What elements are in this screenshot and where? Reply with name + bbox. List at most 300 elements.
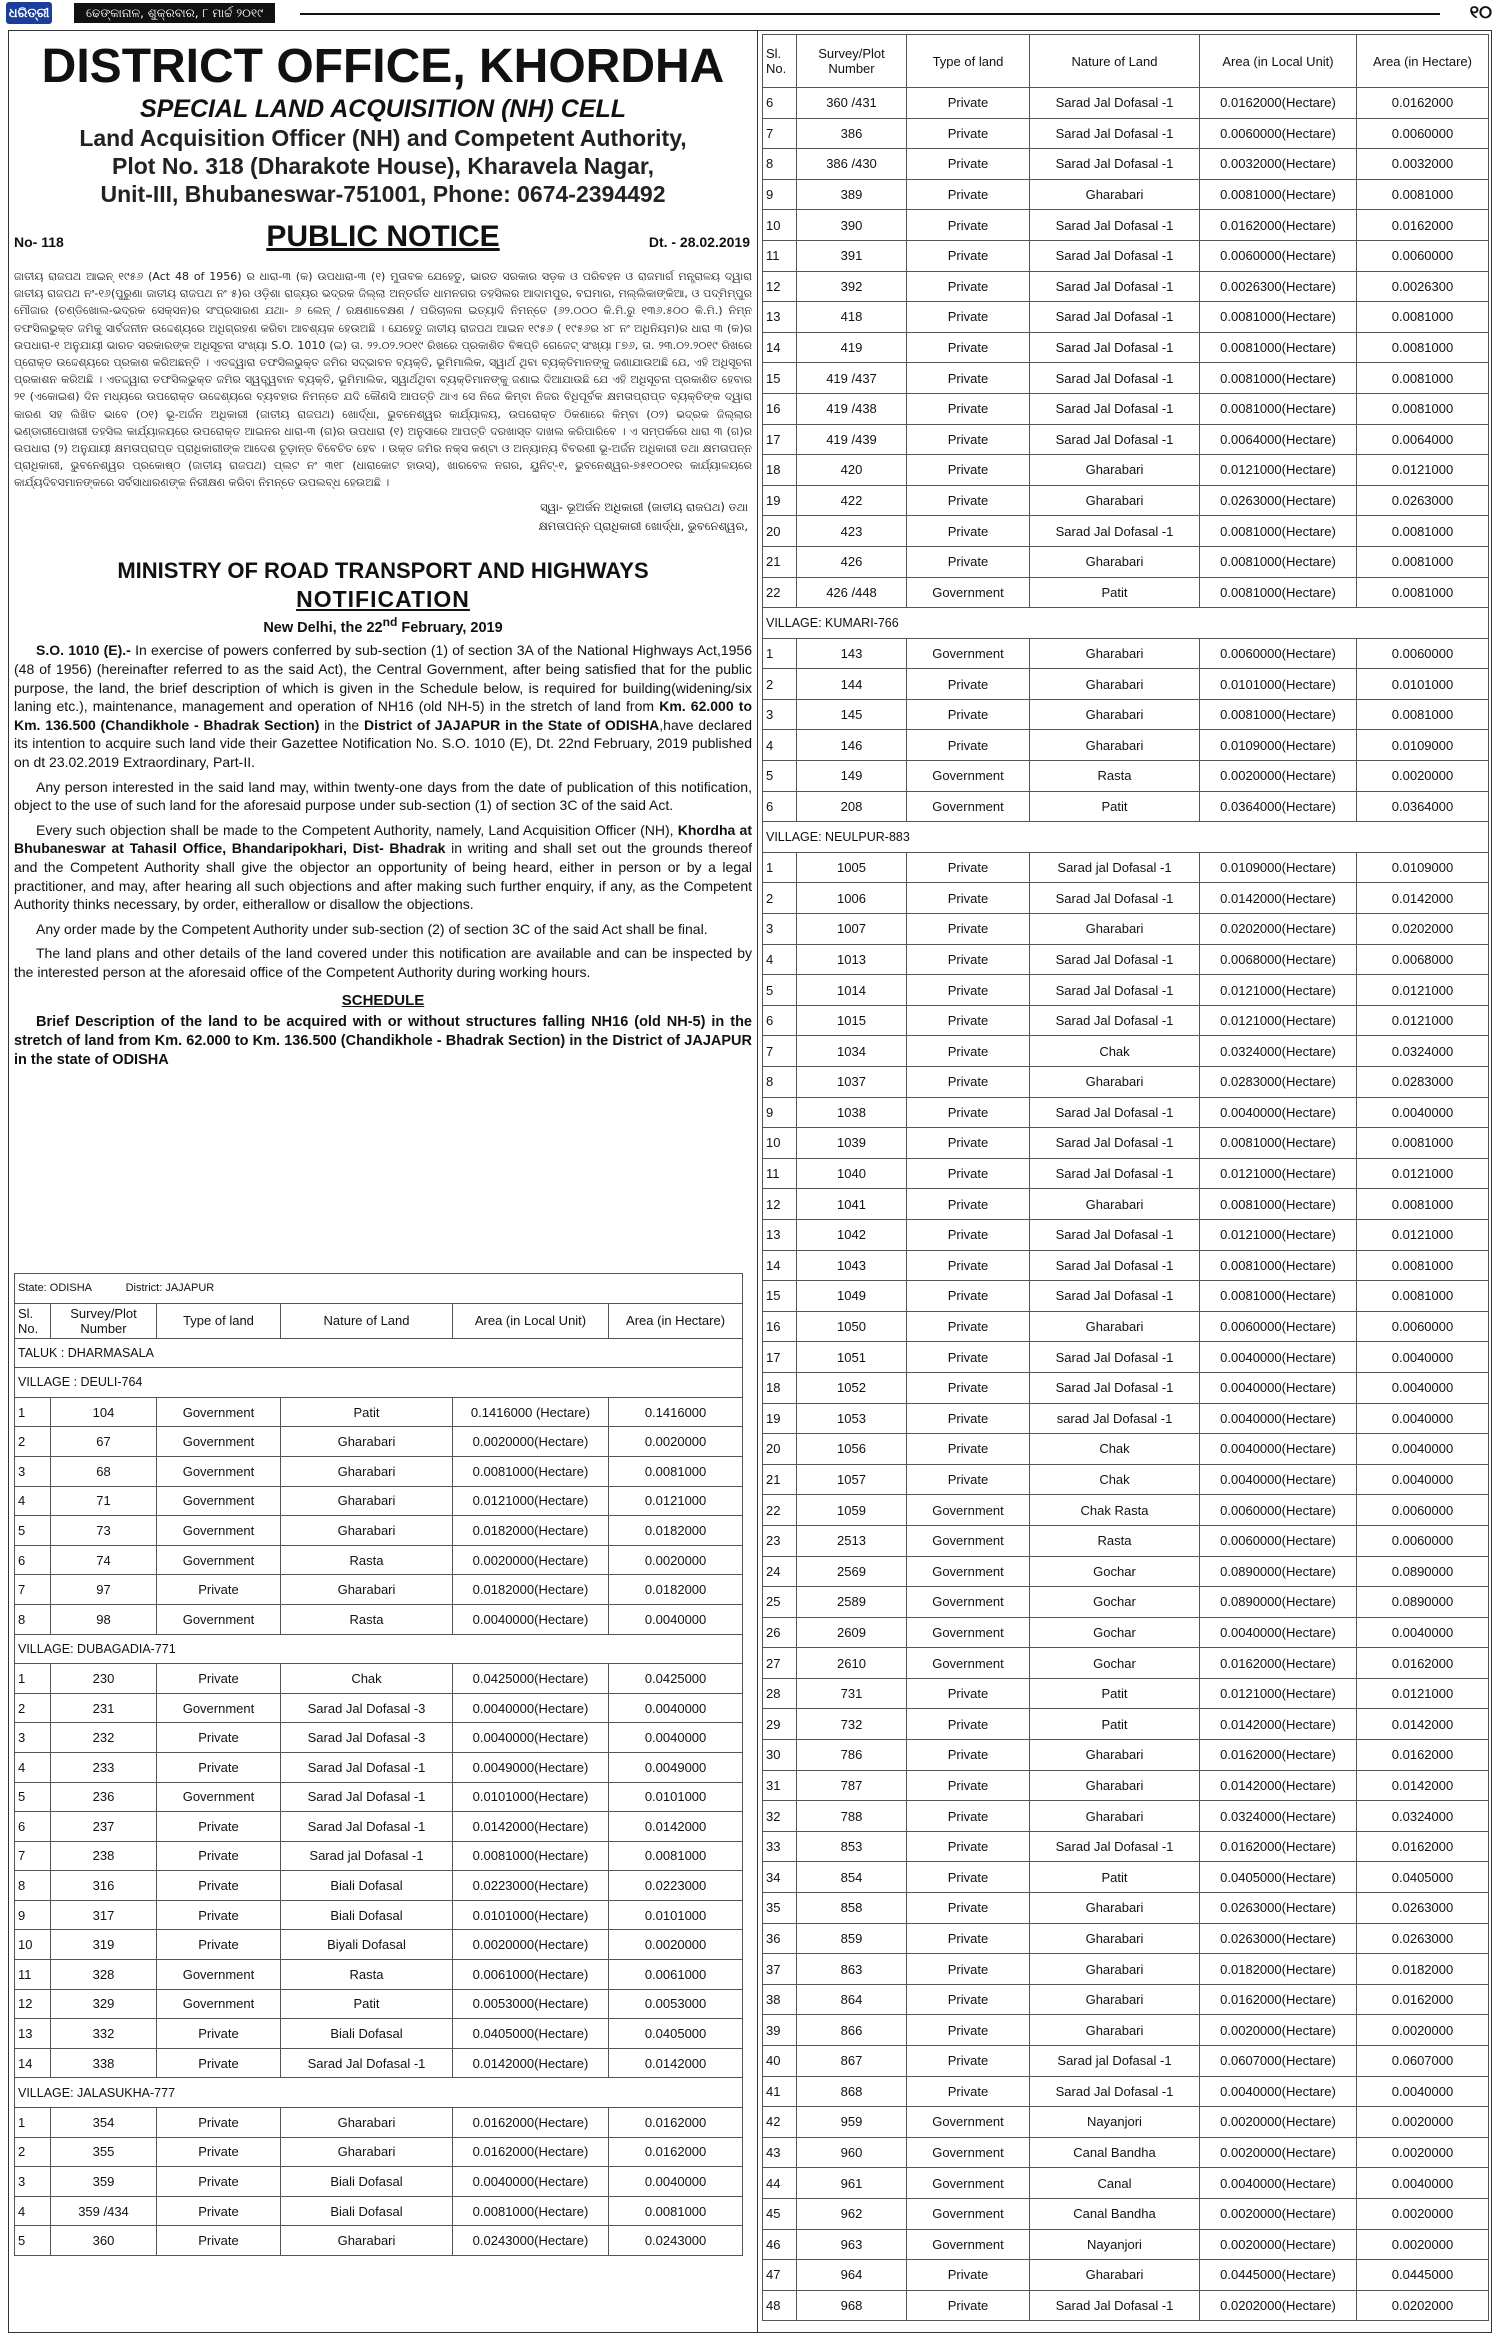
cell-survey: 231 — [51, 1693, 157, 1723]
cell-type: Private — [907, 1770, 1030, 1801]
cell-nature: Gharabari — [281, 2226, 453, 2256]
cell-area-hectare: 0.0121000 — [1357, 1219, 1489, 1250]
table-row — [15, 1960, 743, 1990]
cell-area-hectare: 0.0162000 — [609, 2108, 743, 2138]
cell-area-hectare: 0.0040000 — [1357, 2168, 1489, 2199]
cell-area-hectare: 0.0081000 — [1357, 1189, 1489, 1220]
table-row — [763, 1372, 1489, 1403]
masthead — [0, 0, 1500, 28]
cell-area-hectare: 0.0060000 — [1357, 1311, 1489, 1342]
cell-survey: 1050 — [797, 1311, 907, 1342]
cell-nature: Sarad Jal Dofasal -1 — [1030, 516, 1200, 547]
cell-area-local: 0.0040000(Hectare) — [1200, 1403, 1357, 1434]
cell-area-hectare: 0.0081000 — [1357, 1250, 1489, 1281]
cell-sl: 29 — [763, 1709, 797, 1740]
cell-survey: 1042 — [797, 1219, 907, 1250]
table-row — [763, 118, 1489, 149]
cell-survey: 238 — [51, 1841, 157, 1871]
cell-sl: 3 — [763, 699, 797, 730]
cell-area-local: 0.0283000(Hectare) — [1200, 1067, 1357, 1098]
cell-sl: 2 — [763, 883, 797, 914]
cell-nature: Patit — [1030, 1862, 1200, 1893]
cell-area-hectare: 0.0061000 — [609, 1960, 743, 1990]
taluk-row: TALUK : DHARMASALA — [15, 1338, 743, 1368]
cell-type: Government — [157, 1397, 281, 1427]
cell-sl: 21 — [763, 546, 797, 577]
cell-survey: 1013 — [797, 944, 907, 975]
cell-survey: 1039 — [797, 1128, 907, 1159]
cell-area-hectare: 0.0040000 — [1357, 1403, 1489, 1434]
cell-area-local: 0.0121000(Hectare) — [1200, 455, 1357, 486]
cell-sl: 6 — [763, 88, 797, 119]
cell-survey: 423 — [797, 516, 907, 547]
table-row — [15, 1930, 743, 1960]
cell-nature: Sarad Jal Dofasal -1 — [1030, 883, 1200, 914]
table-row — [763, 1219, 1489, 1250]
cell-sl: 10 — [763, 1128, 797, 1159]
cell-sl: 27 — [763, 1648, 797, 1679]
cell-sl: 1 — [15, 2108, 51, 2138]
cell-area-local: 0.0040000(Hectare) — [1200, 2076, 1357, 2107]
cell-nature: Biali Dofasal — [281, 2167, 453, 2197]
cell-nature: Gharabari — [1030, 1311, 1200, 1342]
address-line-2: Plot No. 318 (Dharakote House), Kharavela Nagar, — [112, 153, 654, 179]
cell-area-local: 0.0162000(Hectare) — [1200, 1648, 1357, 1679]
cell-area-hectare: 0.0081000 — [1357, 699, 1489, 730]
table-row — [763, 699, 1489, 730]
cell-survey: 964 — [797, 2260, 907, 2291]
cell-type: Government — [907, 2137, 1030, 2168]
cell-sl: 4 — [15, 2196, 51, 2226]
cell-survey: 355 — [51, 2137, 157, 2167]
odia-signature-line-2: କ୍ଷମତାପନ୍ନ ପ୍ରାଧିକାରୀ ଖୋର୍ଦ୍ଧା, ଭୁବନେଶ୍ୱର, — [538, 518, 748, 533]
cell-survey: 2569 — [797, 1556, 907, 1587]
cell-sl: 44 — [763, 2168, 797, 2199]
cell-survey: 338 — [51, 2048, 157, 2078]
cell-nature: Biyali Dofasal — [281, 1930, 453, 1960]
cell-type: Private — [907, 1342, 1030, 1373]
cell-nature: Rasta — [281, 1960, 453, 1990]
cell-nature: Sarad Jal Dofasal -1 — [1030, 393, 1200, 424]
cell-sl: 2 — [15, 1693, 51, 1723]
cell-sl: 25 — [763, 1587, 797, 1618]
cell-sl: 4 — [763, 730, 797, 761]
table-row — [763, 1128, 1489, 1159]
cell-type: Private — [907, 1036, 1030, 1067]
cell-nature: Gharabari — [1030, 179, 1200, 210]
cell-survey: 962 — [797, 2198, 907, 2229]
table-row — [763, 271, 1489, 302]
table-row — [15, 1812, 743, 1842]
cell-area-local: 0.0060000(Hectare) — [1200, 638, 1357, 669]
cell-type: Private — [907, 2290, 1030, 2321]
cell-area-hectare: 0.0101000 — [1357, 669, 1489, 700]
notification-para-2: Any person interested in the said land may, within twenty-one days from the date of publication of this notification, object to the use of such land for the aforesaid purpose under sub-section (1) of section 3C of the said Act. — [14, 778, 752, 814]
cell-sl: 2 — [15, 2137, 51, 2167]
cell-type: Private — [907, 730, 1030, 761]
cell-area-hectare: 0.0020000 — [1357, 2198, 1489, 2229]
cell-sl: 16 — [763, 393, 797, 424]
table-row — [763, 1311, 1489, 1342]
cell-type: Government — [907, 1495, 1030, 1526]
cell-nature: Patit — [1030, 791, 1200, 822]
cell-area-hectare: 0.0364000 — [1357, 791, 1489, 822]
cell-area-hectare: 0.0202000 — [1357, 2290, 1489, 2321]
cell-sl: 1 — [15, 1397, 51, 1427]
cell-sl: 37 — [763, 1954, 797, 1985]
schedule-description: Brief Description of the land to be acquired with or without structures falling NH16 (old NH-5) in the stretch of land from Km. 62.000 to Km. 136.500 (Chandikhole - Bhadrak Section) in the District of JAJAPUR in the state of ODISHA — [14, 1013, 752, 1068]
cell-area-hectare: 0.0081000 — [1357, 1281, 1489, 1312]
table-row — [763, 179, 1489, 210]
cell-sl: 10 — [15, 1930, 51, 1960]
cell-sl: 30 — [763, 1740, 797, 1771]
cell-sl: 3 — [15, 1723, 51, 1753]
cell-area-local: 0.0032000(Hectare) — [1200, 149, 1357, 180]
village-row: VILLAGE: KUMARI-766 — [763, 608, 1489, 639]
cell-type: Government — [907, 1525, 1030, 1556]
cell-type: Private — [907, 179, 1030, 210]
table-row — [15, 1723, 743, 1753]
cell-type: Private — [157, 2167, 281, 2197]
cell-type: Government — [907, 2168, 1030, 2199]
table-row — [763, 1831, 1489, 1862]
cell-type: Private — [907, 944, 1030, 975]
cell-nature: Gharabari — [281, 1516, 453, 1546]
cell-nature: Gharabari — [281, 2137, 453, 2167]
cell-area-local: 0.0142000(Hectare) — [1200, 1770, 1357, 1801]
cell-type: Government — [907, 638, 1030, 669]
cell-type: Private — [907, 669, 1030, 700]
cell-area-local: 0.0061000(Hectare) — [453, 1960, 609, 1990]
cell-survey: 67 — [51, 1427, 157, 1457]
cell-area-hectare: 0.0162000 — [1357, 1648, 1489, 1679]
cell-type: Private — [907, 1250, 1030, 1281]
cell-area-hectare: 0.0162000 — [1357, 1984, 1489, 2015]
cell-area-hectare: 0.0060000 — [1357, 1525, 1489, 1556]
cell-type: Private — [907, 118, 1030, 149]
cell-sl: 1 — [15, 1664, 51, 1694]
table-row — [763, 1587, 1489, 1618]
cell-area-hectare: 0.0109000 — [1357, 852, 1489, 883]
cell-sl: 2 — [763, 669, 797, 700]
notification-para-4: Any order made by the Competent Authority under sub-section (2) of section 3C of the said Act shall be final. — [36, 920, 708, 937]
table-row — [763, 2290, 1489, 2321]
cell-area-local: 0.0020000(Hectare) — [1200, 2198, 1357, 2229]
cell-sl: 13 — [15, 2019, 51, 2049]
cell-area-hectare: 0.0081000 — [1357, 363, 1489, 394]
cell-sl: 5 — [763, 761, 797, 792]
odia-notice-text: ଜାତୀୟ ରାଜପଥ ଆଇନ୍ ୧୯୫୬ (Act 48 of 1956) ର ଧାରା-୩ (କ) ଉପଧାରା-୩ (୧) ମୁତାବକ ଯେହେତୁ, ଭାରତ ସରକାର ସଡ଼କ ଓ ପରିବହନ ଓ ରାଜମାର୍ଗ ମନ୍ତ୍ରାଳୟ ଦ୍ୱାରା ଜାତୀୟ ରାଜପଥ ନଂ-୧୬(ପୁରୁଣା ଜାତୀୟ ରାଜପଥ ନଂ ୫)ର ଓଡ଼ିଶା ରାଜ୍ୟର ଭଦ୍ରକ ଜିଲ୍ଲା ଅନ୍ତର୍ଗତ ଧାମନଗର ତହସିଲର ଆଦାମପୁର, ବଘମାର, ମଲ୍ଲିକାଙ୍କିଆ, ଓ ପଦ୍ମିମ୍ପୁର ମୌଜାର (ଚଣ୍ଡିଖୋଲ-ଭଦ୍ରକ ସେକ୍ସନ)ର ସଂପ୍ରସାରଣ ଯଥା- ୬ ଲେନ୍ / ରକ୍ଷଣାବେକ୍ଷଣ / ପରିଚାଳନା ଇତ୍ୟାଦି ନିମନ୍ତେ (୬୨.୦୦୦ କି.ମି.ରୁ ୧୩୬.୫୦୦ କି.ମି.) ନିମ୍ନ ତଫସିଲଭୁକ୍ତ ଜମିକୁ ସାର୍ବଜନୀନ ଉଦ୍ଦେଶ୍ୟରେ ଅଧିଗ୍ରହଣ କରିବା ଆବଶ୍ୟକ ହେଉଅଛି । ଯେହେତୁ ଜାତୀୟ ରାଜପଥ ଆଇନ ୧୯୫୬ ( ୧୯୫୬ର ୪୮ ନଂ ଅଧିନିୟମ)ର ଧାରା ୩ (କ)ର ଉପଧାରା-୧ ଅନୁଯାୟୀ ଭାରତ ସରକାରଙ୍କ ଅଧିସୂଚନା ସଂଖ୍ୟା S.O. 1010 (ଇ) ତା. ୨୨.୦୨.୨୦୧୯ ରିଖରେ ପ୍ରକାଶିତ ବିଜ୍ଞପ୍ତି ଗେଜେଟ୍ ସଂଖ୍ୟା ୮୭୬, ତା. ୨୩.୦୨.୨୦୧୯ ରିଖରେ ପ୍ରୋକ୍ତ ଉଦ୍ଦେଶ୍ୟରେ ପ୍ରକାଶ କରିଅଛନ୍ତି । ଏତଦ୍ଦ୍ୱାରା ତଫସିଲଭୁକ୍ତ ଜମିର ସଦ୍ଭାବନ ବ୍ୟକ୍ତି, ଭୂମିମାଲିକ, ସ୍ୱାର୍ଥ ଥିବା ବ୍ୟକ୍ତିମାନଙ୍କୁ ଜଣାଯାଉଅଛି ଯେ, ଏହି ଅଧିସୂଚନା ପ୍ରକାଶନ କରିଅଛି । ଏତଦ୍ଦ୍ୱାରା ତଫସିଲଭୁକ୍ତ ଜମିର ସ୍ୱତ୍ତ୍ୱବାନ ବ୍ୟକ୍ତି, ଭୂମିମାଲିକ, ସ୍ୱାର୍ଥଥିବା ବ୍ୟକ୍ତିମାନଙ୍କୁ ଜଣାଇ ଦିଆଯାଉଛି ଯେ ଏହି ଅଧିସୂଚନା ପ୍ରକାଶିତ ହେବାର ୨୧ (ଏକୋଇଶ) ଦିନ ମଧ୍ୟରେ ଉପରୋକ୍ତ ଉଦ୍ଦେଶ୍ୟରେ ବ୍ୟବହାର ନିମନ୍ତେ ଯଦି କୌଣସି ଆପତ୍ତି ଥାଏ ସେ ନିଜେ କିମ୍ବା ନିଜର ବିଧିପୂର୍ବକ କ୍ଷମତାପ୍ରାପ୍ତ ବ୍ୟକ୍ତିଙ୍କ ଦ୍ୱାରା କାରଣ ସହ ଲିଖିତ ଭାବେ (୦୧) ଭୂ-ଅର୍ଜନ ଅଧିକାରୀ (ଜାତୀୟ ରାଜପଥ) ଖୋର୍ଦ୍ଧା, ଭୁବନେଶ୍ୱର କାର୍ଯ୍ୟାଳୟ, ଉପରୋକ୍ତ ଠିକଣାରେ କିମ୍ବା (୦୨) ଭଦ୍ରକ ଜିଲ୍ଲାର ଭଣ୍ଡାରୀପୋଖରୀ ତହସିଲ କାର୍ଯ୍ୟାଳୟରେ ଉପରୋକ୍ତ ଆଇନର ଧାରା-୩ (ଗ)ର ଉପଧାରା (୧) ଅନୁସାରେ ଆପତ୍ତି ଦରଖାସ୍ତ ଦାଖଲ କରିପାରିବେ । ଏ ସମ୍ପର୍କରେ ଧାରା ୩ (ଗ)ର ଉପଧାରା (୨) ଅନୁଯାୟୀ କ୍ଷମତାପ୍ରାପ୍ତ ପ୍ରାଧିକାରୀଙ୍କ ଆଦେଶ ଚୂଡ଼ାନ୍ତ ବିବେଚିତ ହେବ । ଉକ୍ତ ଜମିର ନକ୍ସ କଣ୍ଟା ଓ ଅନ୍ୟାନ୍ୟ ବିବରଣୀ ଭୂ-ଅର୍ଜନ ଅଧିକାରୀ ତଥା କ୍ଷମତାପନ୍ନ ପ୍ରାଧିକାରୀ, ଭୁବନେଶ୍ୱର ପ୍ରକୋଷ୍ଠ (ଜାତୀୟ ରାଜପଥ) ପ୍ଲଟ ନଂ ୩୧୮ (ଧାରାକୋଟ ହାଉସ୍), ଖାରବେଳ ନଗର, ୟୁନିଟ୍-୧, ଭୁବନେଶ୍ୱର-୭୫୧୦୦୧ର କାର୍ଯ୍ୟାଳୟରେ କାର୍ଯ୍ୟଦିବସମାନଙ୍କରେ ସର୍ବସାଧାରଣଙ୍କ ନିରୀକ୍ଷଣ କରିବା ନିମନ୍ତେ ଉପଲବ୍ଧ ହେଉଅଛି । — [14, 270, 752, 490]
cell-area-hectare: 0.0121000 — [1357, 1158, 1489, 1189]
cell-type: Private — [157, 1752, 281, 1782]
cell-sl: 22 — [763, 1495, 797, 1526]
cell-area-hectare: 0.0060000 — [1357, 1495, 1489, 1526]
table-row — [763, 577, 1489, 608]
cell-nature: Patit — [1030, 1678, 1200, 1709]
cell-nature: Gochar — [1030, 1648, 1200, 1679]
cell-area-local: 0.0263000(Hectare) — [1200, 485, 1357, 516]
cell-area-local: 0.0081000(Hectare) — [1200, 332, 1357, 363]
cell-type: Private — [907, 302, 1030, 333]
cell-area-hectare: 0.0263000 — [1357, 1923, 1489, 1954]
cell-survey: 236 — [51, 1782, 157, 1812]
cell-area-hectare: 0.0040000 — [609, 1723, 743, 1753]
table-header-row — [763, 35, 1489, 88]
cell-type: Private — [907, 883, 1030, 914]
header-area-local: Area (in Local Unit) — [1200, 35, 1357, 88]
cell-area-local: 0.0081000(Hectare) — [1200, 1250, 1357, 1281]
cell-area-local: 0.0142000(Hectare) — [453, 1812, 609, 1842]
cell-nature: Chak — [1030, 1434, 1200, 1465]
table-row — [763, 393, 1489, 424]
cell-sl: 43 — [763, 2137, 797, 2168]
table-row — [15, 2137, 743, 2167]
cell-type: Private — [907, 240, 1030, 271]
cell-area-local: 0.0020000(Hectare) — [453, 1545, 609, 1575]
cell-nature: Gharabari — [1030, 1984, 1200, 2015]
cell-area-local: 0.0142000(Hectare) — [1200, 883, 1357, 914]
cell-area-local: 0.0405000(Hectare) — [1200, 1862, 1357, 1893]
table-row — [763, 1954, 1489, 1985]
cell-sl: 21 — [763, 1464, 797, 1495]
cell-nature: Chak Rasta — [1030, 1495, 1200, 1526]
cell-sl: 3 — [763, 914, 797, 945]
odia-signature-line-1: ସ୍ୱା- ଭୂଅର୍ଜନ ଅଧିକାରୀ (ଜାତୀୟ ରାଜପଥ) ତଥା — [540, 499, 748, 514]
cell-type: Private — [907, 1678, 1030, 1709]
odia-signature — [14, 498, 752, 536]
notification-heading: NOTIFICATION — [296, 585, 470, 612]
cell-nature: Gharabari — [1030, 638, 1200, 669]
cell-area-local: 0.0081000(Hectare) — [1200, 546, 1357, 577]
table-row — [763, 1770, 1489, 1801]
cell-area-hectare: 0.0182000 — [609, 1575, 743, 1605]
table-row — [15, 1782, 743, 1812]
cell-survey: 359 — [51, 2167, 157, 2197]
cell-survey: 145 — [797, 699, 907, 730]
cell-area-hectare: 0.0263000 — [1357, 485, 1489, 516]
cell-type: Government — [907, 1617, 1030, 1648]
cell-sl: 11 — [763, 1158, 797, 1189]
page-number: ୧୦ — [1469, 2, 1492, 23]
cell-area-local: 0.0081000(Hectare) — [1200, 516, 1357, 547]
cell-type: Private — [907, 1862, 1030, 1893]
cell-survey: 332 — [51, 2019, 157, 2049]
cell-area-hectare: 0.0032000 — [1357, 149, 1489, 180]
table-row — [15, 1871, 743, 1901]
cell-area-local: 0.0081000(Hectare) — [453, 2196, 609, 2226]
cell-sl: 14 — [763, 1250, 797, 1281]
cell-survey: 2513 — [797, 1525, 907, 1556]
cell-survey: 389 — [797, 179, 907, 210]
cell-area-hectare: 0.0405000 — [609, 2019, 743, 2049]
cell-type: Private — [907, 393, 1030, 424]
cell-area-hectare: 0.0081000 — [1357, 393, 1489, 424]
notification-place-date: New Delhi, the 22nd February, 2019 — [263, 614, 503, 636]
cell-survey: 2610 — [797, 1648, 907, 1679]
cell-area-local: 0.0263000(Hectare) — [1200, 1893, 1357, 1924]
cell-type: Government — [157, 1604, 281, 1634]
cell-nature: Gharabari — [1030, 2260, 1200, 2291]
notification-para-3: Every such objection shall be made to the Competent Authority, namely, Land Acquisition Officer (NH), Khordha at Bhubaneswar at Tahasil Office, Bhandaripokhari, Dist- Bhadrak in writing and shall set out the grounds thereof and the Competent Authority shall give the objector an opportunity of being heard, either in person or by a legal practitioner, and may, after hearing all such objections and after making such further enquiry, if any, as the Competent Authority thinks necessary, by order, eitherallow or disallow the objections. — [14, 821, 753, 913]
cell-survey: 1015 — [797, 1005, 907, 1036]
cell-sl: 38 — [763, 1984, 797, 2015]
table-row — [763, 1495, 1489, 1526]
table-row — [763, 1464, 1489, 1495]
cell-survey: 1040 — [797, 1158, 907, 1189]
cell-nature: Patit — [1030, 1709, 1200, 1740]
cell-survey: 1041 — [797, 1189, 907, 1220]
cell-type: Private — [907, 1709, 1030, 1740]
village-row: VILLAGE: DUBAGADIA-771 — [15, 1634, 743, 1664]
cell-sl: 26 — [763, 1617, 797, 1648]
office-title: DISTRICT OFFICE, KHORDHA — [41, 40, 725, 93]
cell-survey: 74 — [51, 1545, 157, 1575]
table-row — [763, 1189, 1489, 1220]
cell-nature: Sarad Jal Dofasal -1 — [1030, 1281, 1200, 1312]
cell-area-hectare: 0.0081000 — [1357, 332, 1489, 363]
cell-sl: 34 — [763, 1862, 797, 1893]
table-row — [15, 1989, 743, 2019]
header-type: Type of land — [157, 1303, 281, 1338]
cell-survey: 319 — [51, 1930, 157, 1960]
table-row — [763, 2137, 1489, 2168]
cell-nature: Biali Dofasal — [281, 1871, 453, 1901]
cell-nature: Sarad jal Dofasal -1 — [1030, 2046, 1200, 2077]
cell-sl: 9 — [763, 1097, 797, 1128]
cell-area-local: 0.0020000(Hectare) — [1200, 2229, 1357, 2260]
cell-nature: Sarad Jal Dofasal -1 — [1030, 363, 1200, 394]
cell-sl: 46 — [763, 2229, 797, 2260]
cell-survey: 963 — [797, 2229, 907, 2260]
cell-type: Private — [907, 1281, 1030, 1312]
cell-survey: 329 — [51, 1989, 157, 2019]
cell-type: Private — [907, 852, 1030, 883]
cell-area-local: 0.0026300(Hectare) — [1200, 271, 1357, 302]
cell-nature: Rasta — [281, 1545, 453, 1575]
cell-area-hectare: 0.0020000 — [1357, 761, 1489, 792]
cell-nature: Gharabari — [1030, 669, 1200, 700]
header-survey: Survey/Plot Number — [797, 35, 907, 88]
cell-sl: 7 — [763, 1036, 797, 1067]
cell-survey: 960 — [797, 2137, 907, 2168]
cell-nature: Gochar — [1030, 1556, 1200, 1587]
table-row — [763, 149, 1489, 180]
cell-sl: 5 — [15, 2226, 51, 2256]
cell-type: Private — [157, 1930, 281, 1960]
cell-survey: 868 — [797, 2076, 907, 2107]
cell-nature: Sarad Jal Dofasal -1 — [1030, 302, 1200, 333]
cell-sl: 19 — [763, 1403, 797, 1434]
table-row — [763, 240, 1489, 271]
cell-area-hectare: 0.0081000 — [1357, 516, 1489, 547]
cell-survey: 73 — [51, 1516, 157, 1546]
cell-sl: 22 — [763, 577, 797, 608]
header-survey: Survey/Plot Number — [51, 1303, 157, 1338]
cell-type: Private — [907, 424, 1030, 455]
cell-sl: 33 — [763, 1831, 797, 1862]
table-row — [15, 1456, 743, 1486]
table-row — [763, 1556, 1489, 1587]
cell-area-local: 0.0081000(Hectare) — [1200, 179, 1357, 210]
cell-title: SPECIAL LAND ACQUISITION (NH) CELL — [139, 95, 627, 123]
cell-survey: 420 — [797, 455, 907, 486]
cell-area-local: 0.0081000(Hectare) — [453, 1456, 609, 1486]
table-row — [763, 2076, 1489, 2107]
village-row: VILLAGE: JALASUKHA-777 — [15, 2078, 743, 2108]
public-notice-heading: PUBLIC NOTICE — [266, 220, 500, 253]
cell-sl: 4 — [763, 944, 797, 975]
table-row — [15, 1397, 743, 1427]
cell-nature: Biali Dofasal — [281, 1900, 453, 1930]
cell-area-local: 0.0040000(Hectare) — [1200, 2168, 1357, 2199]
cell-area-local: 0.0020000(Hectare) — [1200, 761, 1357, 792]
cell-area-local: 0.0142000(Hectare) — [1200, 1709, 1357, 1740]
cell-type: Private — [907, 1831, 1030, 1862]
newspaper-logo: ଧରିତ୍ରୀ — [6, 2, 52, 24]
cell-sl: 5 — [15, 1782, 51, 1812]
cell-type: Government — [157, 1782, 281, 1812]
cell-area-hectare: 0.0020000 — [1357, 2137, 1489, 2168]
cell-survey: 419 — [797, 332, 907, 363]
table-row — [15, 1752, 743, 1782]
cell-area-local: 0.0040000(Hectare) — [1200, 1097, 1357, 1128]
cell-survey: 317 — [51, 1900, 157, 1930]
cell-type: Government — [157, 1486, 281, 1516]
cell-type: Private — [907, 699, 1030, 730]
cell-sl: 35 — [763, 1893, 797, 1924]
cell-type: Private — [157, 1871, 281, 1901]
cell-nature: Gharabari — [281, 1456, 453, 1486]
table-row — [15, 1427, 743, 1457]
table-row — [763, 1984, 1489, 2015]
cell-area-local: 0.0121000(Hectare) — [1200, 975, 1357, 1006]
cell-area-hectare: 0.0162000 — [1357, 1831, 1489, 1862]
land-schedule-table-right — [762, 34, 1489, 2321]
cell-sl: 23 — [763, 1525, 797, 1556]
cell-nature: Sarad Jal Dofasal -1 — [1030, 1097, 1200, 1128]
table-row — [763, 1036, 1489, 1067]
table-row — [15, 1486, 743, 1516]
cell-type: Private — [907, 516, 1030, 547]
cell-nature: Sarad Jal Dofasal -1 — [1030, 944, 1200, 975]
notice-heading-row — [14, 220, 752, 260]
cell-sl: 1 — [763, 638, 797, 669]
cell-nature: Rasta — [281, 1604, 453, 1634]
cell-sl: 6 — [763, 1005, 797, 1036]
cell-area-hectare: 0.0040000 — [1357, 1464, 1489, 1495]
cell-sl: 3 — [15, 2167, 51, 2197]
cell-area-hectare: 0.0324000 — [1357, 1036, 1489, 1067]
cell-survey: 1037 — [797, 1067, 907, 1098]
cell-survey: 866 — [797, 2015, 907, 2046]
village-row: VILLAGE : DEULI-764 — [15, 1368, 743, 1398]
cell-type: Private — [907, 1097, 1030, 1128]
cell-sl: 1 — [763, 852, 797, 883]
cell-sl: 6 — [763, 791, 797, 822]
cell-area-local: 0.0081000(Hectare) — [1200, 1128, 1357, 1159]
cell-nature: Sarad jal Dofasal -1 — [281, 1841, 453, 1871]
cell-area-local: 0.0081000(Hectare) — [1200, 393, 1357, 424]
cell-sl: 6 — [15, 1812, 51, 1842]
cell-area-hectare: 0.0445000 — [1357, 2260, 1489, 2291]
cell-survey: 386 — [797, 118, 907, 149]
table-row — [763, 516, 1489, 547]
cell-nature: Gharabari — [1030, 455, 1200, 486]
cell-type: Government — [157, 1960, 281, 1990]
cell-area-hectare: 0.0121000 — [1357, 975, 1489, 1006]
cell-area-local: 0.0020000(Hectare) — [1200, 2015, 1357, 2046]
cell-nature: Sarad Jal Dofasal -1 — [281, 1812, 453, 1842]
